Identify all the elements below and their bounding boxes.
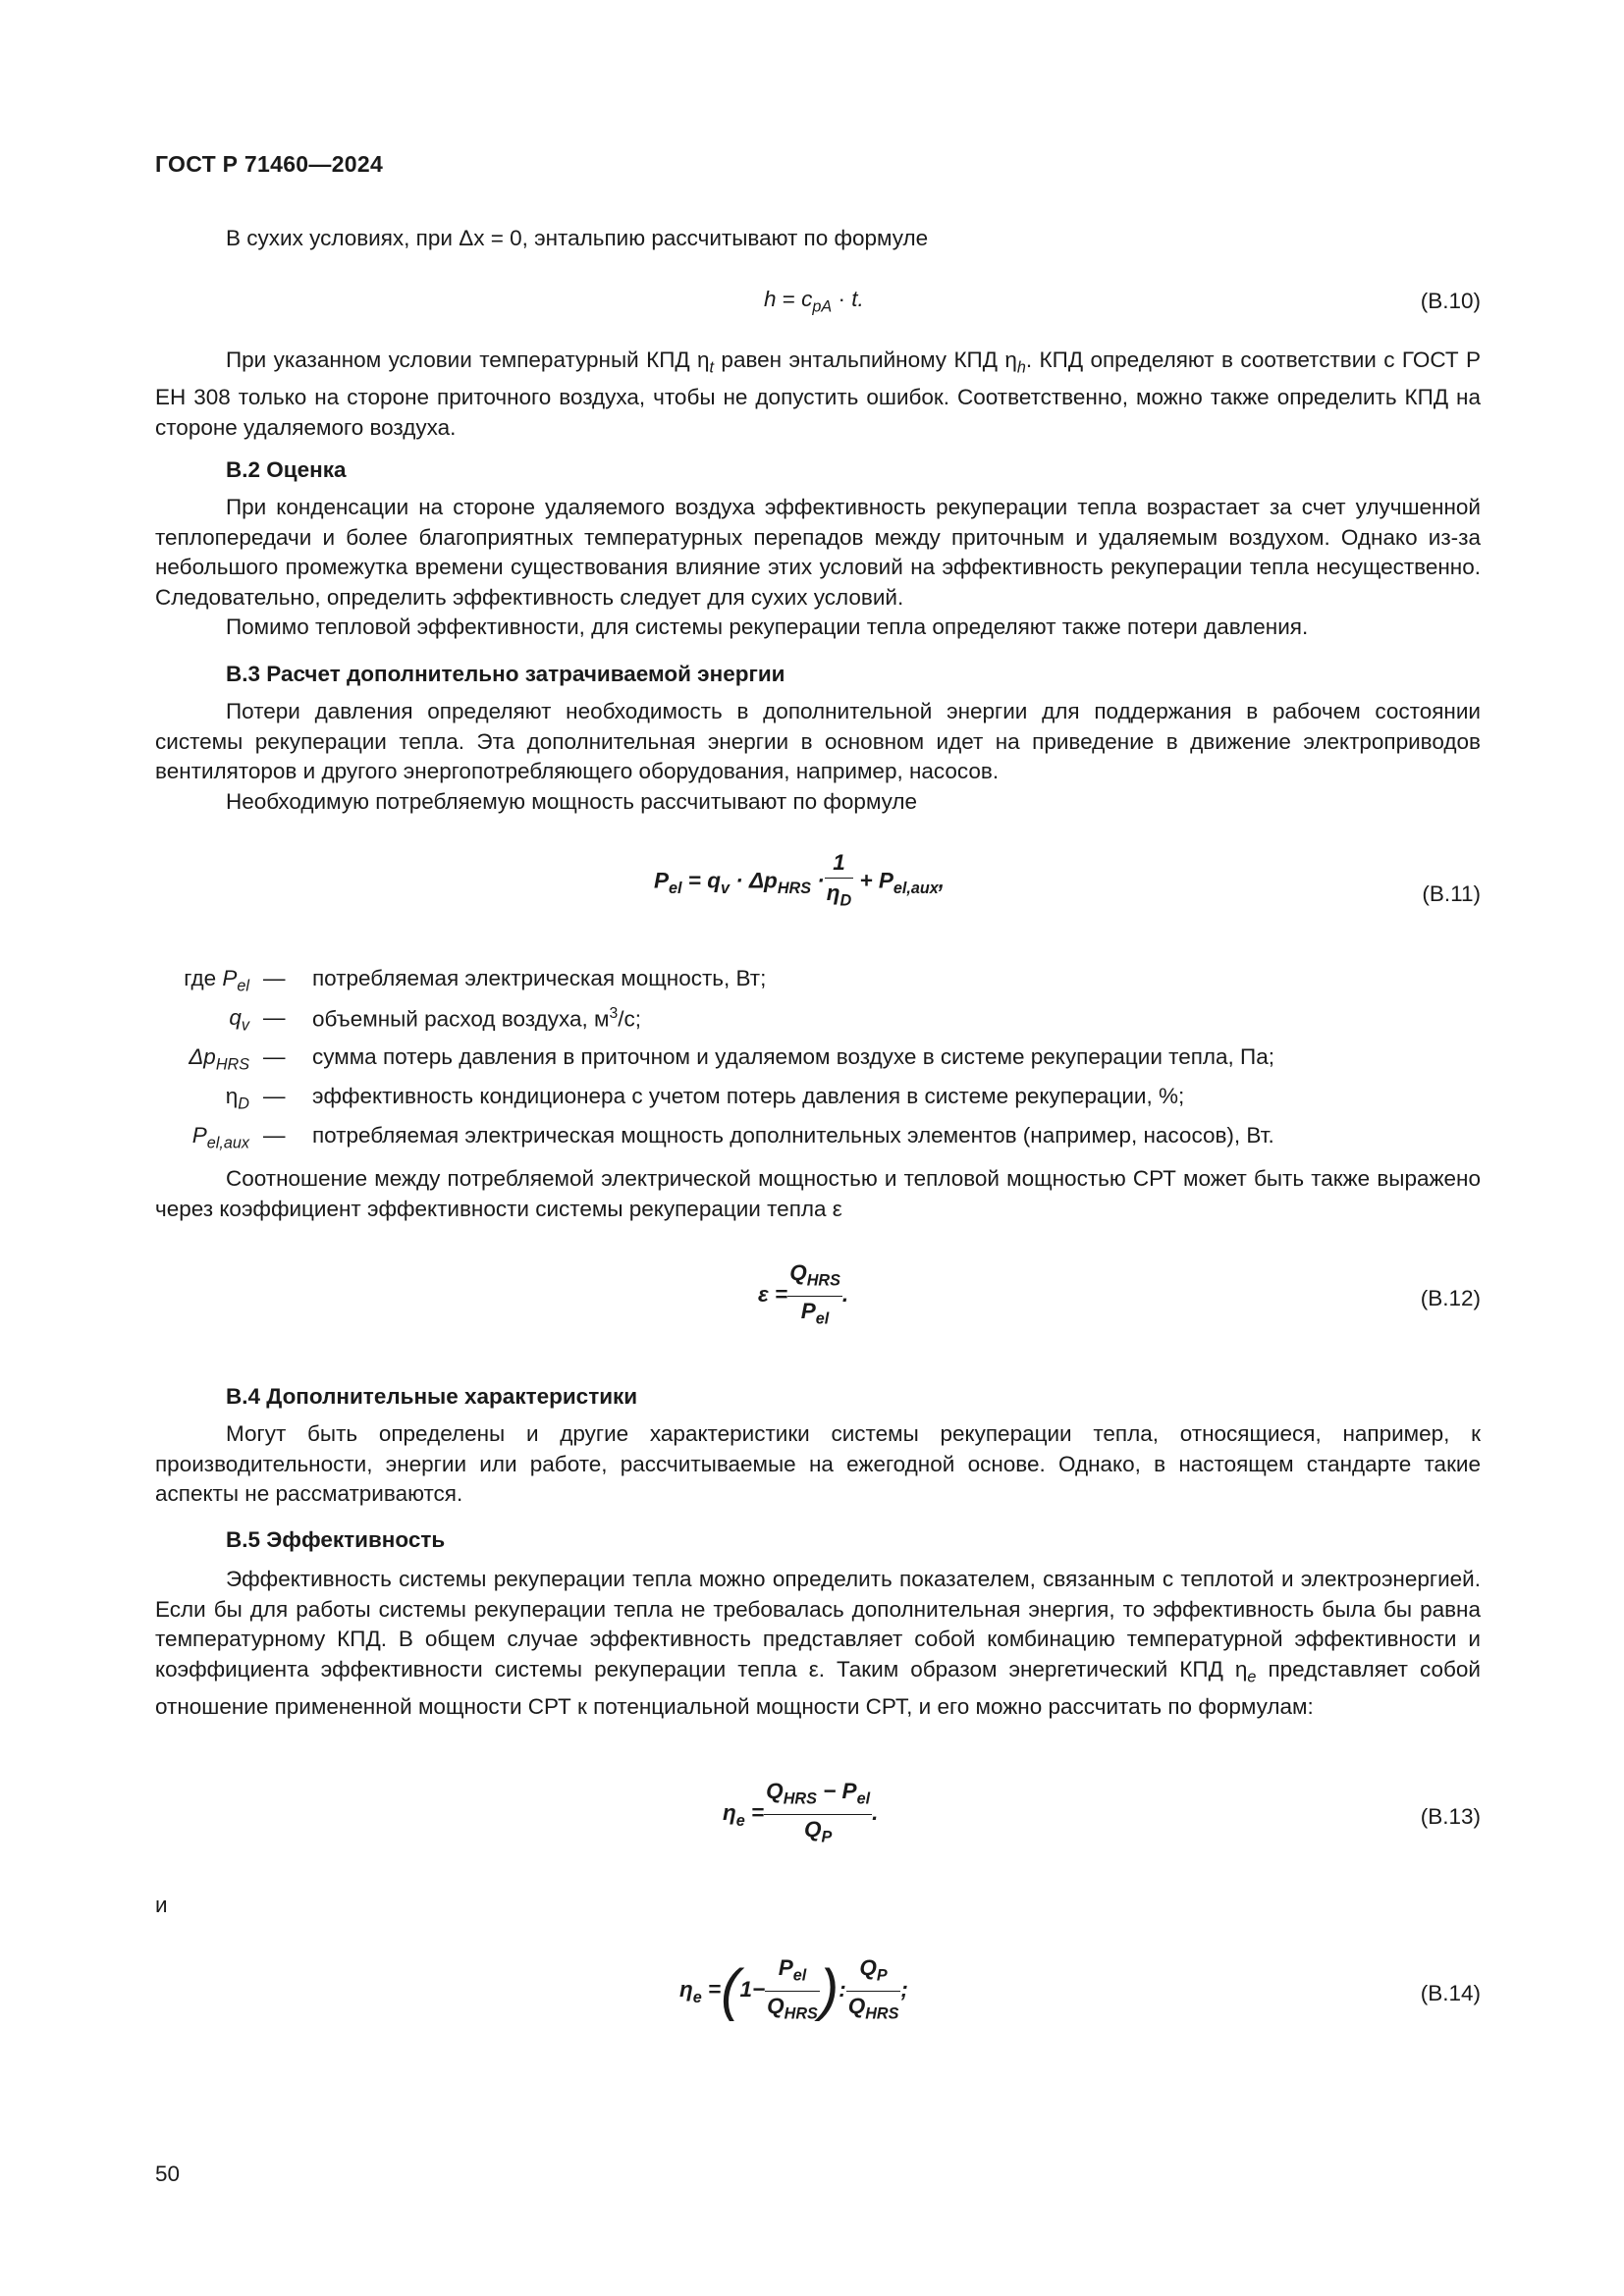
section-heading-b4: В.4 Дополнительные характеристики [226,1384,638,1409]
paragraph-additional-energy: Потери давления определяют необходимость в дополнительной энергии для поддержания в рабочем состоянии системы рекуперации тепла. Эта дополнительная энергии в основном идет на приведение в движение электроприводов вентиляторов и другого энергопотребляющего оборудования, например, насосов. [155,699,1481,783]
section-heading-b5: В.5 Эффективность [226,1527,446,1552]
paragraph-effectiveness: Эффективность системы рекуперации тепла можно определить показателем, связанным с теплотой и электроэнергией. Если бы для работы системы рекуперации тепла не требовалась дополнительная энергия, то эффективность была бы равна температурному КПД. В общем случае эффективность представляет собой комбинацию температурной эффективности и коэффициента эффективности системы рекуперации тепла ε. Таким образом энергетический КПД $\eta_e$ представляет собой отношение примененной мощности СРТ к потенциальной мощности СРТ, и его можно рассчитать по формулам: [155,1567,1481,1719]
equation-b11: $P_{el} = q_v \cdot \Delta p_{HRS}$ · $\frac{1}{\eta_D}$ + $P_{el,aux}$, [654,850,946,910]
document-header: ГОСТ Р 71460—2024 [155,151,384,177]
section-heading-b2: В.2 Оценка [226,457,347,482]
paragraph-dry-conditions: В сухих условиях, при Δx = 0, энтальпию рассчитывают по формуле [226,226,929,250]
equation-number-b10: (В.10) [1420,289,1481,313]
section-heading-b3: В.3 Расчет дополнительно затрачиваемой энергии [226,662,785,686]
equation-number-b13: (В.13) [1420,1804,1481,1829]
equation-number-b14: (В.14) [1420,1981,1481,2005]
equation-b10: $h = c_{pA} \cdot t$. [764,287,864,316]
equation-number-b11: (В.11) [1422,881,1481,906]
equation-b12: ε = $\frac{Q_{HRS}}{P_{el}}$ . [758,1260,849,1328]
paragraph-other-characteristics: Могут быть определены и другие характеристики системы рекуперации тепла, относящиеся, например, к производительности, энергии или работе, рассчитываемые на ежегодной основе. Однако, в настоящем стандарте такие аспекты не рассматриваются. [155,1421,1481,1506]
conjunction-and: и [155,1893,168,1917]
paragraph-efficiency-condition: При указанном условии температурный КПД $\eta_t$ равен энтальпийному КПД $\eta_h$. КПД определяют в соответствии с ГОСТ Р ЕН 308 только на стороне приточного воздуха, чтобы не допустить ошибок. Соответственно, можно также определить КПД на стороне удаляемого воздуха. [155,347,1481,440]
paragraph-pressure-loss: Помимо тепловой эффективности, для системы рекуперации тепла определяют также потери давления. [226,614,1309,639]
equation-b14: $\eta_e =(1-$ $\frac{P_{el}}{Q_{HRS}}$ ): $\frac{Q_P}{Q_{HRS}}$ ; [679,1955,908,2023]
equation-b13: $\eta_e$ = $\frac{Q_{HRS} - P_{el}}{Q_P}$ . [723,1779,879,1846]
equation-number-b12: (В.12) [1420,1286,1481,1310]
paragraph-condensation: При конденсации на стороне удаляемого воздуха эффективность рекуперации тепла возрастает за счет улучшенной теплопередачи и более благоприятных температурных перепадов между приточным и удаляемым воздухом. Однако из-за небольшого промежутка времени существования влияние этих условий на эффективность рекуперации тепла несущественно. Следовательно, определить эффективность следует для сухих условий. [155,495,1481,610]
page-number: 50 [155,2162,181,2186]
paragraph-power-formula-intro: Необходимую потребляемую мощность рассчитывают по формуле [226,789,918,814]
paragraph-ratio: Соотношение между потребляемой электрической мощностью и тепловой мощностью СРТ может быть также выражено через коэффициент эффективности системы рекуперации тепла ε [155,1166,1481,1221]
